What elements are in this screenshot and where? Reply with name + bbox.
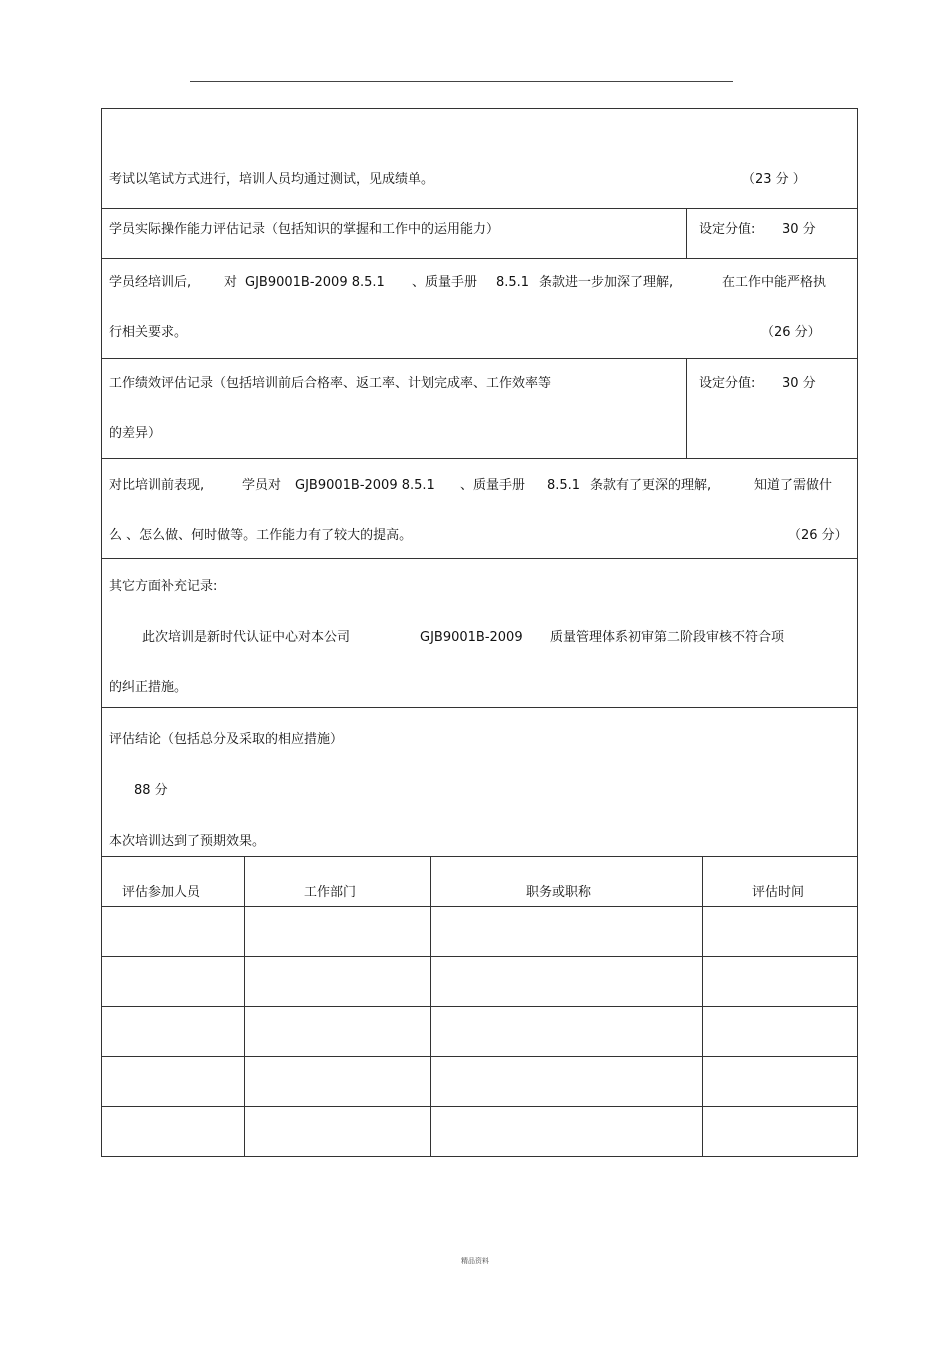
- score-cell-divider: [686, 359, 687, 458]
- performance-text-2: 学员对: [242, 478, 282, 493]
- operation-text-7: 在工作中能严格执: [722, 275, 827, 290]
- participants-table: [101, 856, 858, 1157]
- performance-text-3: GJB9001B-2009 8.5.1: [295, 478, 435, 493]
- conclusion-text: 本次培训达到了预期效果。: [109, 834, 266, 849]
- total-score: 88 分: [134, 783, 168, 798]
- section-exam-result: [101, 108, 858, 209]
- supplementary-text-1: 此次培训是新时代认证中心对本公司: [142, 630, 351, 645]
- row-divider: [102, 1056, 857, 1057]
- section-supplementary: [101, 558, 858, 708]
- header-participant: 评估参加人员: [122, 885, 201, 900]
- operation-text-5: 8.5.1: [496, 275, 530, 290]
- section-performance-header: [101, 358, 858, 459]
- exam-result-text: 考试以笔试方式进行，培训人员均通过测试，见成绩单。: [109, 172, 435, 187]
- operation-text-2: 对: [224, 275, 238, 290]
- section-performance-content: [101, 458, 858, 559]
- performance-text-7: 知道了需做什: [754, 478, 833, 493]
- operation-text-8: 行相关要求。: [109, 325, 188, 340]
- performance-text-4: 、质量手册: [460, 478, 526, 493]
- section-operation-ability-content: [101, 258, 858, 359]
- operation-text-4: 、质量手册: [412, 275, 478, 290]
- performance-label-line2: 的差异）: [109, 426, 162, 441]
- header-eval-time: 评估时间: [752, 885, 805, 900]
- section-operation-ability-header: [101, 208, 858, 259]
- operation-text-6: 条款进一步加深了理解,: [539, 275, 674, 290]
- score-cell-divider: [686, 209, 687, 258]
- set-score-value: 30 分: [782, 376, 816, 391]
- performance-text-1: 对比培训前表现,: [109, 478, 205, 493]
- section-conclusion: [101, 707, 858, 857]
- header-rule: [190, 81, 733, 82]
- row-divider: [102, 1006, 857, 1007]
- header-position: 职务或职称: [526, 885, 592, 900]
- operation-ability-label: 学员实际操作能力评估记录（包括知识的掌握和工作中的运用能力）: [109, 222, 500, 237]
- supplementary-heading: 其它方面补充记录:: [109, 579, 218, 594]
- footer-watermark: 精品资料: [461, 1257, 489, 1265]
- exam-score: （23 分 ）: [742, 172, 806, 187]
- set-score-label: 设定分值:: [699, 376, 756, 391]
- operation-text-1: 学员经培训后,: [109, 275, 192, 290]
- header-department: 工作部门: [304, 885, 357, 900]
- row-divider: [102, 1106, 857, 1107]
- operation-score: （26 分）: [761, 325, 821, 340]
- performance-score: （26 分）: [788, 528, 848, 543]
- row-divider: [102, 906, 857, 907]
- operation-text-3: GJB9001B-2009 8.5.1: [245, 275, 385, 290]
- conclusion-heading: 评估结论（包括总分及采取的相应措施）: [109, 732, 344, 747]
- set-score-value: 30 分: [782, 222, 816, 237]
- row-divider: [102, 956, 857, 957]
- supplementary-text-3: 质量管理体系初审第二阶段审核不符合项: [550, 630, 785, 645]
- performance-label-line1: 工作绩效评估记录（包括培训前后合格率、返工率、计划完成率、工作效率等: [109, 376, 552, 391]
- performance-text-8: 么 、怎么做、何时做等。工作能力有了较大的提高。: [109, 528, 413, 543]
- performance-text-6: 条款有了更深的理解,: [590, 478, 712, 493]
- supplementary-text-2: GJB9001B-2009: [420, 630, 523, 645]
- supplementary-text-4: 的纠正措施。: [109, 680, 188, 695]
- performance-text-5: 8.5.1: [547, 478, 581, 493]
- set-score-label: 设定分值:: [699, 222, 756, 237]
